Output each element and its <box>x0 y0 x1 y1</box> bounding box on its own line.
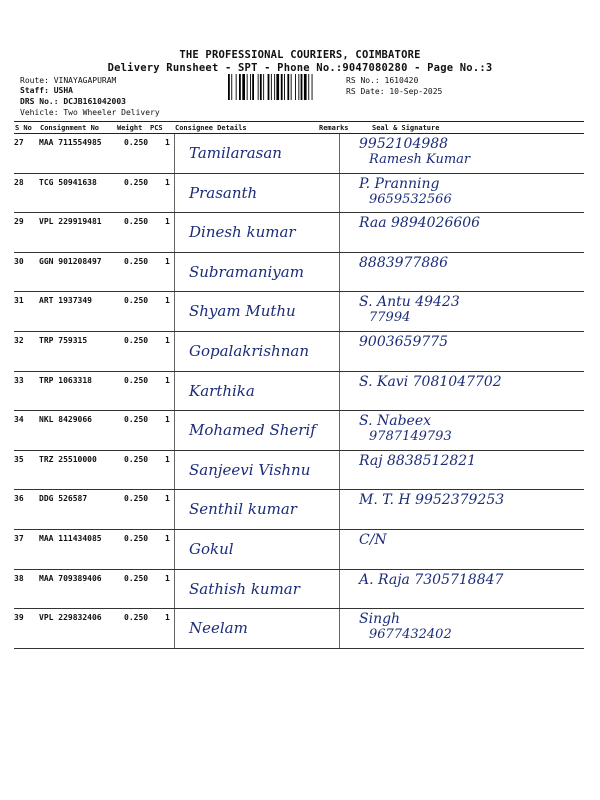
row-consignment: DDG 526587 <box>39 494 88 504</box>
cell-divider <box>339 213 340 253</box>
rs-no-line <box>346 76 418 86</box>
table-row <box>14 253 584 293</box>
barcode-bar <box>287 74 289 100</box>
row-pcs: 1 <box>165 573 170 583</box>
row-pcs: 1 <box>165 138 170 147</box>
seal-signature-line2: 77994 <box>369 310 411 326</box>
consignee-signature: Tamilarasan <box>189 144 282 162</box>
barcode-bar <box>312 74 313 100</box>
consignee-signature: Senthil kumar <box>189 500 297 519</box>
rs-no-label: RS No.: <box>346 76 380 85</box>
row-weight: 0.250 <box>124 138 149 147</box>
barcode-bar <box>268 74 270 100</box>
barcode-bar <box>291 74 292 100</box>
cell-divider <box>339 570 340 610</box>
row-weight: 0.250 <box>124 256 149 266</box>
cell-divider <box>339 451 340 491</box>
vehicle-line <box>20 108 160 118</box>
cell-divider <box>339 530 340 570</box>
seal-signature-line1: S. Antu 49423 <box>359 294 460 311</box>
rs-no-value: 1610420 <box>384 76 419 85</box>
row-sno: 36 <box>14 494 24 504</box>
row-pcs: 1 <box>165 336 170 345</box>
seal-signature-line1: Raj 8838512821 <box>359 452 477 469</box>
barcode-bar <box>304 74 307 100</box>
row-pcs: 1 <box>165 177 170 187</box>
drs-label: DRS No.: <box>20 97 59 106</box>
cell-divider <box>174 451 175 491</box>
cell-divider <box>339 411 340 451</box>
row-sno: 35 <box>14 454 24 464</box>
barcode-bar <box>247 74 248 100</box>
table-row <box>14 292 584 332</box>
seal-signature-line1: Raa 9894026606 <box>359 215 481 232</box>
row-sno: 30 <box>14 256 24 266</box>
route-line <box>20 76 116 86</box>
seal-signature-line1: C/N <box>359 532 387 548</box>
barcode-bar <box>284 74 285 100</box>
row-pcs: 1 <box>165 415 170 425</box>
company-title: THE PROFESSIONAL COURIERS, COIMBATORE <box>179 49 421 61</box>
row-pcs: 1 <box>165 454 170 464</box>
cell-divider <box>174 490 175 530</box>
row-sno: 39 <box>14 613 24 623</box>
table-row <box>14 490 584 530</box>
barcode-bar <box>260 74 262 100</box>
row-consignment: TRZ 25510000 <box>39 454 97 464</box>
seal-signature-line1: S. Kavi 7081047702 <box>359 373 502 390</box>
cell-divider <box>174 530 175 570</box>
row-sno: 34 <box>14 415 24 425</box>
row-sno: 38 <box>14 573 24 583</box>
row-weight: 0.250 <box>124 375 149 385</box>
cell-divider <box>339 292 340 332</box>
col-consignee: Consignee Details <box>175 124 247 132</box>
row-consignment: TCG 50941638 <box>39 177 97 187</box>
cell-divider <box>339 253 340 293</box>
seal-signature-line1: S. Nabeex <box>359 413 432 430</box>
runsheet-subtitle: Delivery Runsheet - SPT - Phone No.:9047080280 - Page No.:3 <box>107 62 493 74</box>
row-weight: 0.250 <box>124 296 149 306</box>
row-consignment: MAA 709389406 <box>39 573 102 583</box>
row-weight: 0.250 <box>124 573 149 583</box>
consignee-signature: Subramaniyam <box>189 262 304 281</box>
barcode-bar <box>298 74 299 100</box>
table-top-rule <box>14 121 584 122</box>
table-row <box>14 609 584 649</box>
vehicle-value: Two Wheeler Delivery <box>63 108 160 117</box>
seal-signature-line2: 9677432402 <box>369 627 452 643</box>
route-label: Route: <box>20 76 49 85</box>
barcode-image <box>228 74 338 100</box>
row-consignment: NKL 8429066 <box>39 415 92 425</box>
seal-signature-line1: 9003659775 <box>359 334 449 350</box>
cell-divider <box>339 372 340 412</box>
row-pcs: 1 <box>165 217 170 227</box>
consignee-signature: Dinesh kumar <box>189 223 296 242</box>
cell-divider <box>174 372 175 412</box>
rs-date-label: RS Date: <box>346 87 385 96</box>
barcode-bar <box>301 74 303 100</box>
consignee-signature: Prasanth <box>189 183 258 202</box>
consignee-signature: Mohamed Sherif <box>189 421 316 440</box>
barcode-bar <box>239 74 241 100</box>
row-pcs: 1 <box>165 534 170 543</box>
row-pcs: 1 <box>165 494 170 504</box>
row-sno: 33 <box>14 375 24 385</box>
barcode-bar <box>308 74 309 100</box>
table-row <box>14 174 584 214</box>
cell-divider <box>174 570 175 610</box>
row-weight: 0.250 <box>124 177 149 187</box>
table-row <box>14 570 584 610</box>
col-remarks: Remarks <box>319 124 349 132</box>
cell-divider <box>174 292 175 332</box>
table-row <box>14 332 584 372</box>
cell-divider <box>339 332 340 372</box>
cell-divider <box>339 490 340 530</box>
barcode-bar <box>263 74 264 100</box>
row-consignment: TRP 759315 <box>39 336 88 345</box>
cell-divider <box>174 213 175 253</box>
col-pcs: PCS <box>150 124 163 132</box>
barcode-bar <box>295 74 296 100</box>
consignee-signature: Karthika <box>189 381 255 400</box>
barcode-bar <box>236 74 237 100</box>
rs-date-value: 10-Sep-2025 <box>389 87 443 96</box>
row-weight: 0.250 <box>124 494 149 504</box>
seal-signature-line1: P. Pranning <box>359 175 440 192</box>
staff-value: USHA <box>53 86 73 95</box>
row-weight: 0.250 <box>124 415 149 425</box>
row-sno: 27 <box>14 138 24 147</box>
barcode-bar <box>231 74 232 100</box>
consignee-signature: Gokul <box>189 540 234 558</box>
barcode-bar <box>252 74 254 100</box>
row-consignment: GGN 901208497 <box>39 256 102 266</box>
col-weight: Weight <box>117 124 143 132</box>
row-sno: 28 <box>14 177 24 187</box>
row-sno: 31 <box>14 296 24 306</box>
cell-divider <box>339 609 340 649</box>
row-weight: 0.250 <box>124 534 149 543</box>
cell-divider <box>339 134 340 174</box>
table-row <box>14 134 584 174</box>
barcode-bar <box>274 74 275 100</box>
barcode-bar <box>281 74 283 100</box>
row-pcs: 1 <box>165 613 170 623</box>
seal-signature-line2: 9659532566 <box>369 191 452 207</box>
cell-divider <box>174 253 175 293</box>
row-consignment: VPL 229919481 <box>39 217 102 227</box>
rs-date-line <box>346 87 442 97</box>
barcode-bar <box>228 74 230 100</box>
consignee-signature: Sathish kumar <box>189 579 300 598</box>
row-sno: 37 <box>14 534 24 543</box>
row-pcs: 1 <box>165 256 170 266</box>
row-consignment: MAA 111434085 <box>39 534 102 543</box>
vehicle-label: Vehicle: <box>20 108 59 117</box>
seal-signature-line1: 9952104988 <box>359 136 449 152</box>
col-consignment: Consignment No <box>40 124 100 132</box>
row-consignment: ART 1937349 <box>39 296 92 306</box>
staff-line <box>20 86 73 96</box>
row-consignment: TRP 1063318 <box>39 375 92 385</box>
cell-divider <box>174 609 175 649</box>
staff-label: Staff: <box>20 86 49 95</box>
table-row <box>14 411 584 451</box>
row-sno: 32 <box>14 336 24 345</box>
drs-value: DCJB161042003 <box>63 97 126 106</box>
seal-signature-line2: 9787149793 <box>369 429 452 445</box>
consignee-signature: Gopalakrishnan <box>189 342 309 360</box>
seal-signature-line1: M. T. H 9952379253 <box>359 492 505 509</box>
barcode-bar <box>276 74 279 100</box>
table-row <box>14 213 584 253</box>
row-sno: 29 <box>14 217 24 227</box>
table-row <box>14 451 584 491</box>
row-pcs: 1 <box>165 375 170 385</box>
seal-signature-line1: 8883977886 <box>359 254 449 271</box>
seal-signature-line2: Ramesh Kumar <box>369 152 471 167</box>
cell-divider <box>174 134 175 174</box>
row-weight: 0.250 <box>124 336 149 345</box>
row-weight: 0.250 <box>124 217 149 227</box>
table-row <box>14 530 584 570</box>
consignee-signature: Shyam Muthu <box>189 302 296 321</box>
cell-divider <box>174 411 175 451</box>
consignee-signature: Neelam <box>189 619 248 638</box>
row-weight: 0.250 <box>124 613 149 623</box>
consignee-signature: Sanjeevi Vishnu <box>189 460 311 479</box>
seal-signature-line1: A. Raja 7305718847 <box>359 571 504 588</box>
cell-divider <box>174 332 175 372</box>
table-row <box>14 372 584 412</box>
barcode-bar <box>271 74 272 100</box>
seal-signature-line1: Singh <box>359 611 401 628</box>
row-consignment: VPL 229832406 <box>39 613 102 623</box>
cell-divider <box>174 174 175 214</box>
drs-line <box>20 97 126 107</box>
route-value: VINAYAGAPURAM <box>53 76 117 85</box>
barcode-bar <box>242 74 245 100</box>
barcode-bar <box>250 74 251 100</box>
col-seal: Seal & Signature <box>372 124 440 132</box>
row-consignment: MAA 711554985 <box>39 138 102 147</box>
row-weight: 0.250 <box>124 454 149 464</box>
row-rule <box>14 648 584 649</box>
cell-divider <box>339 174 340 214</box>
col-sno: S No <box>15 124 32 132</box>
barcode-bar <box>258 74 259 100</box>
row-pcs: 1 <box>165 296 170 306</box>
